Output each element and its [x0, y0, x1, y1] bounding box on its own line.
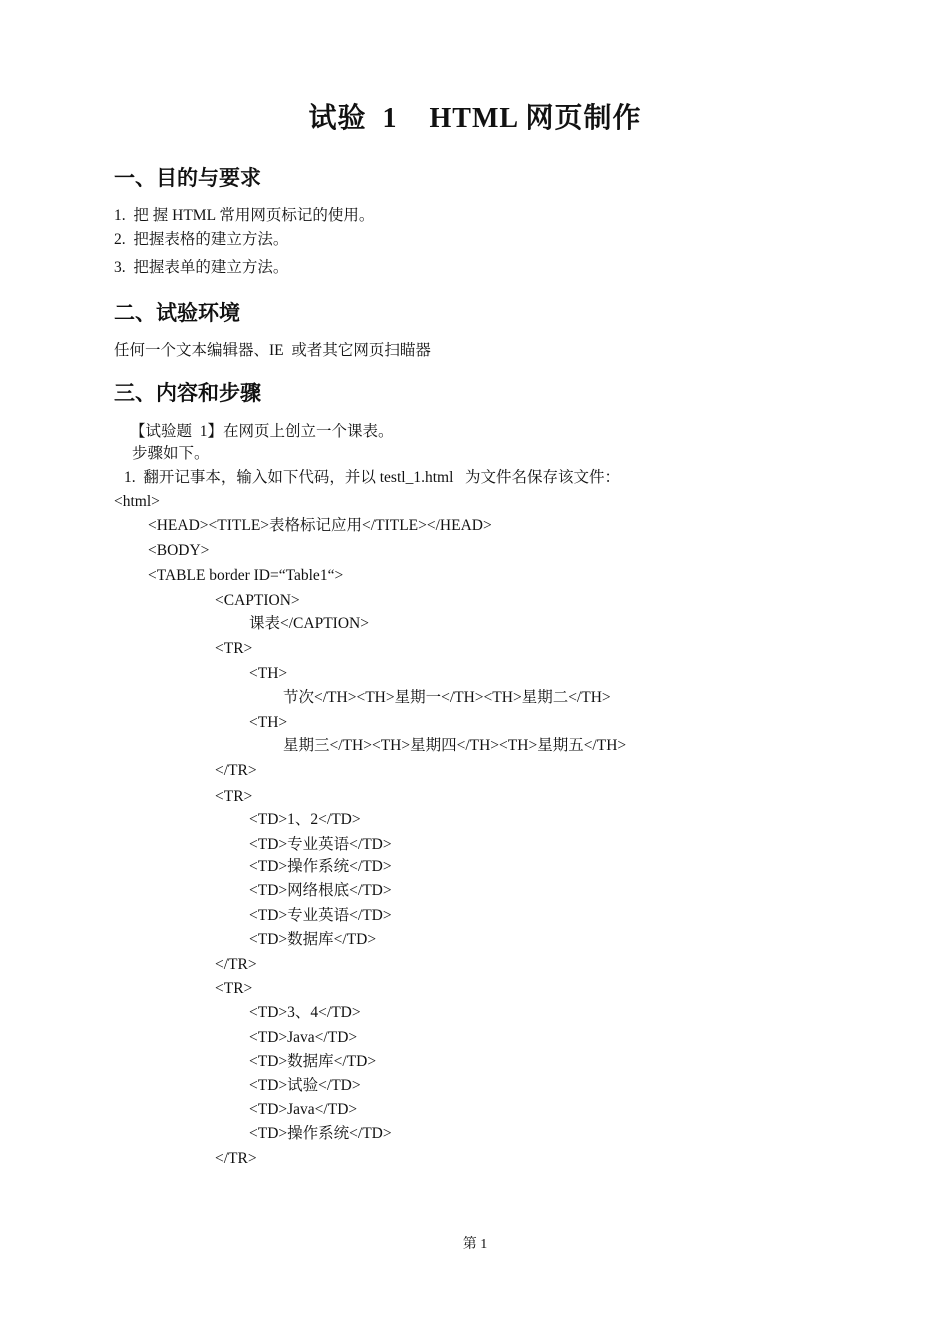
code-line: <TD>操作系统</TD>: [249, 858, 392, 875]
section-heading-steps: 三、内容和步骤: [114, 381, 261, 405]
objective-item: 1. 把 握 HTML 常用网页标记的使用。: [114, 207, 375, 224]
code-line: <TD>数据库</TD>: [249, 1053, 377, 1070]
code-line: <TH>: [249, 665, 288, 682]
code-line: 星期三</TH><TH>星期四</TH><TH>星期五</TH>: [283, 737, 627, 754]
code-line: </TR>: [215, 1150, 257, 1167]
code-line: <BODY>: [148, 542, 210, 559]
code-line: <TD>网络根底</TD>: [249, 882, 392, 899]
code-line: <CAPTION>: [215, 592, 300, 609]
objective-item: 2. 把握表格的建立方法。: [114, 231, 289, 248]
step-item: 1. 翻开记事本，输入如下代码，并以 testl_1.html 为文件名保存该文件：: [124, 469, 621, 486]
code-line: <TD>Java</TD>: [249, 1101, 358, 1118]
code-line: <TR>: [215, 640, 253, 657]
code-line: 课表</CAPTION>: [249, 615, 369, 632]
page-number: 第 1: [462, 1237, 488, 1252]
code-line: </TR>: [215, 762, 257, 779]
section-heading-objectives: 一、目的与要求: [114, 166, 261, 190]
code-line: <TD>1、2</TD>: [249, 811, 361, 828]
code-line: <TH>: [249, 714, 288, 731]
code-line: <TD>3、4</TD>: [249, 1004, 361, 1021]
section-heading-environment: 二、试验环境: [114, 301, 240, 325]
code-line: <TD>试验</TD>: [249, 1077, 361, 1094]
environment-text: 任何一个文本编辑器、IE 或者其它网页扫瞄器: [114, 342, 431, 359]
code-line: 节次</TH><TH>星期一</TH><TH>星期二</TH>: [283, 689, 611, 706]
code-line: <TR>: [215, 788, 253, 805]
code-line: <TD>专业英语</TD>: [249, 836, 392, 853]
code-line: <TABLE border ID=“Table1“>: [148, 567, 344, 584]
document-title: 试验 1 HTML 网页制作: [308, 103, 642, 134]
code-line: <TR>: [215, 980, 253, 997]
code-line: <TD>操作系统</TD>: [249, 1125, 392, 1142]
objective-item: 3. 把握表单的建立方法。: [114, 259, 289, 276]
steps-intro: 步骤如下。: [132, 445, 210, 462]
code-line: <TD>数据库</TD>: [249, 931, 377, 948]
code-line: <TD>专业英语</TD>: [249, 907, 392, 924]
code-line: </TR>: [215, 956, 257, 973]
code-line: <TD>Java</TD>: [249, 1029, 358, 1046]
code-line: <HEAD><TITLE>表格标记应用</TITLE></HEAD>: [148, 517, 492, 534]
exercise-title: 【试验题 1】在网页上创立一个课表。: [130, 423, 394, 440]
code-line: <html>: [114, 493, 160, 510]
